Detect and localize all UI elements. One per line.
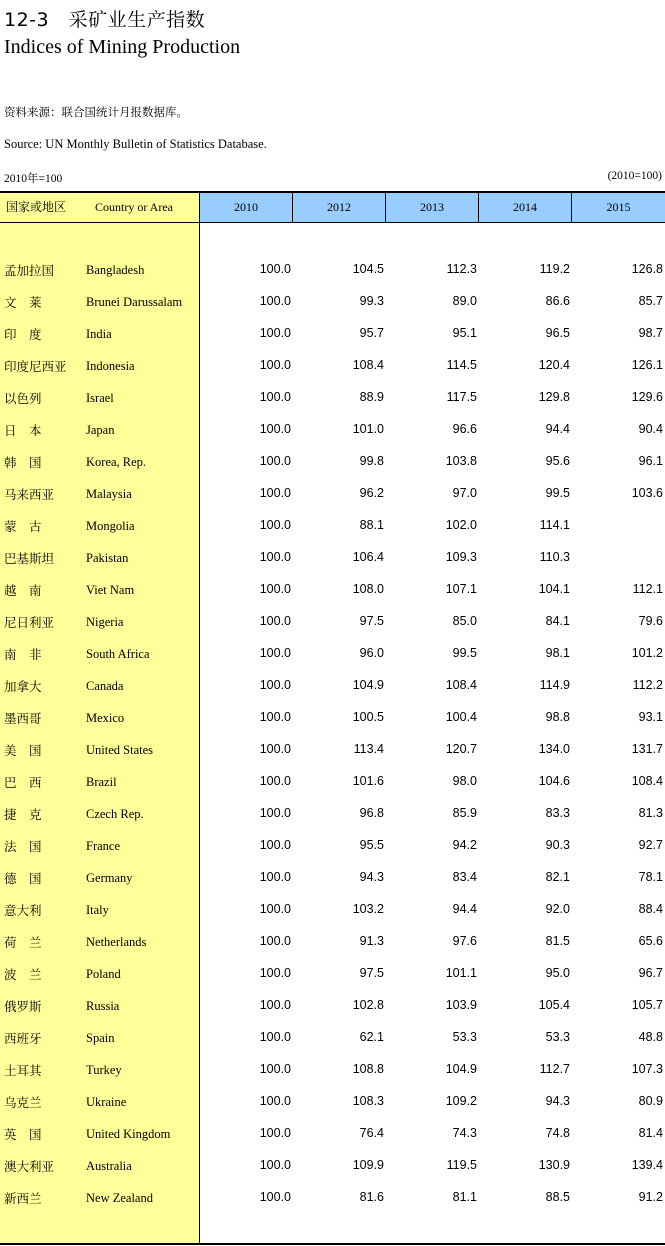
index-value-cell: 100.0 <box>259 966 291 980</box>
source-note-english: Source: UN Monthly Bulletin of Statistics Database. <box>4 137 267 151</box>
country-name-english: Indonesia <box>86 359 135 373</box>
index-value-cell: 102.0 <box>445 518 477 532</box>
index-value-cell: 98.0 <box>452 774 477 788</box>
header-country-english: Country or Area <box>95 200 173 214</box>
table-row <box>0 576 665 608</box>
country-name-chinese: 加拿大 <box>4 679 42 694</box>
index-value-cell: 91.3 <box>359 934 384 948</box>
country-name-english: Spain <box>86 1031 115 1045</box>
index-value-cell: 100.0 <box>259 1158 291 1172</box>
index-value-cell: 104.5 <box>352 262 384 276</box>
table-row <box>0 1024 665 1056</box>
index-value-cell: 105.4 <box>538 998 570 1012</box>
index-value-cell: 108.4 <box>352 358 384 372</box>
index-value-cell: 79.6 <box>638 614 663 628</box>
country-name-english: Nigeria <box>86 615 124 629</box>
index-value-cell: 100.0 <box>259 1126 291 1140</box>
index-value-cell: 104.6 <box>538 774 570 788</box>
index-value-cell: 83.3 <box>545 806 570 820</box>
header-year: 2010 <box>234 200 258 214</box>
country-name-english: Canada <box>86 679 124 693</box>
country-name-english: Germany <box>86 871 133 885</box>
table-row <box>0 512 665 544</box>
index-value-cell: 126.1 <box>631 358 663 372</box>
index-value-cell: 101.6 <box>352 774 384 788</box>
country-name-chinese: 印 度 <box>4 327 42 342</box>
index-value-cell: 112.7 <box>539 1062 570 1076</box>
country-name-chinese: 孟加拉国 <box>4 263 55 278</box>
index-value-cell: 74.8 <box>545 1126 570 1140</box>
country-name-chinese: 印度尼西亚 <box>4 359 67 374</box>
index-value-cell: 90.3 <box>545 838 570 852</box>
country-name-chinese: 马来西亚 <box>4 487 55 502</box>
index-value-cell: 106.4 <box>352 550 384 564</box>
index-value-cell: 96.8 <box>359 806 384 820</box>
index-value-cell: 100.0 <box>259 294 291 308</box>
index-value-cell: 109.9 <box>352 1158 384 1172</box>
index-value-cell: 102.8 <box>352 998 384 1012</box>
index-value-cell: 97.5 <box>359 966 384 980</box>
country-name-english: Poland <box>86 967 121 981</box>
table-row <box>0 384 665 416</box>
index-value-cell: 84.1 <box>545 614 570 628</box>
table-row <box>0 544 665 576</box>
index-value-cell: 94.4 <box>452 902 477 916</box>
country-name-english: Czech Rep. <box>86 807 144 821</box>
index-value-cell: 85.0 <box>452 614 477 628</box>
country-name-chinese: 新西兰 <box>4 1191 42 1206</box>
index-value-cell: 74.3 <box>452 1126 477 1140</box>
index-value-cell: 100.0 <box>259 1062 291 1076</box>
index-value-cell: 94.3 <box>359 870 384 884</box>
index-value-cell: 103.2 <box>352 902 384 916</box>
index-value-cell: 88.9 <box>359 390 384 404</box>
index-value-cell: 109.2 <box>445 1094 477 1108</box>
index-value-cell: 53.3 <box>452 1030 477 1044</box>
country-name-english: Viet Nam <box>86 583 135 597</box>
table-row <box>0 768 665 800</box>
index-value-cell: 108.4 <box>445 678 477 692</box>
table-row <box>0 640 665 672</box>
country-name-chinese: 美 国 <box>4 743 42 758</box>
index-value-cell: 48.8 <box>638 1030 663 1044</box>
base-year-note-english: (2010=100) <box>607 170 662 182</box>
index-value-cell: 100.0 <box>259 742 291 756</box>
index-value-cell: 99.8 <box>359 454 384 468</box>
country-name-english: Netherlands <box>86 935 147 949</box>
index-value-cell: 108.8 <box>352 1062 384 1076</box>
table-row <box>0 256 665 288</box>
table-row <box>0 992 665 1024</box>
index-value-cell: 100.4 <box>445 710 477 724</box>
table-row <box>0 704 665 736</box>
index-value-cell: 93.1 <box>638 710 663 724</box>
country-name-english: India <box>86 327 112 341</box>
index-value-cell: 91.2 <box>638 1190 663 1204</box>
index-value-cell: 99.5 <box>545 486 570 500</box>
country-name-english: United Kingdom <box>86 1127 171 1141</box>
country-name-english: United States <box>86 743 154 757</box>
index-value-cell: 94.3 <box>545 1094 570 1108</box>
page-title-english: Indices of Mining Production <box>4 36 241 58</box>
country-name-english: Malaysia <box>86 487 132 501</box>
index-value-cell: 95.6 <box>545 454 570 468</box>
table-row <box>0 288 665 320</box>
country-name-english: New Zealand <box>86 1191 153 1205</box>
index-value-cell: 100.0 <box>259 518 291 532</box>
country-name-chinese: 波 兰 <box>4 967 42 982</box>
country-name-chinese: 意大利 <box>4 903 42 918</box>
index-value-cell: 100.0 <box>259 422 291 436</box>
country-name-chinese: 西班牙 <box>4 1031 42 1046</box>
country-name-chinese: 南 非 <box>4 647 42 662</box>
index-value-cell: 100.0 <box>259 838 291 852</box>
index-value-cell: 101.0 <box>352 422 384 436</box>
page-title-chinese: 12-3 采矿业生产指数 <box>4 9 206 31</box>
index-value-cell: 100.0 <box>259 486 291 500</box>
index-value-cell: 114.5 <box>446 358 477 372</box>
index-value-cell: 100.0 <box>259 454 291 468</box>
country-name-english: Brunei Darussalam <box>86 295 183 309</box>
index-value-cell: 53.3 <box>545 1030 570 1044</box>
index-value-cell: 100.0 <box>259 614 291 628</box>
header-country-chinese: 国家或地区 <box>6 200 67 214</box>
index-value-cell: 107.1 <box>445 582 477 596</box>
index-value-cell: 100.5 <box>352 710 384 724</box>
index-value-cell: 86.6 <box>545 294 570 308</box>
index-value-cell: 99.5 <box>452 646 477 660</box>
index-value-cell: 112.1 <box>632 582 663 596</box>
index-value-cell: 114.1 <box>539 518 570 532</box>
country-name-chinese: 土耳其 <box>4 1063 42 1078</box>
index-value-cell: 88.1 <box>359 518 384 532</box>
index-value-cell: 103.8 <box>445 454 477 468</box>
index-value-cell: 85.9 <box>452 806 477 820</box>
index-value-cell: 95.1 <box>452 326 477 340</box>
index-value-cell: 126.8 <box>631 262 663 276</box>
index-value-cell: 96.5 <box>545 326 570 340</box>
index-value-cell: 98.1 <box>545 646 570 660</box>
index-value-cell: 97.0 <box>452 486 477 500</box>
index-value-cell: 104.9 <box>352 678 384 692</box>
table-row <box>0 416 665 448</box>
index-value-cell: 96.0 <box>359 646 384 660</box>
index-value-cell: 108.4 <box>631 774 663 788</box>
country-name-chinese: 德 国 <box>4 871 42 886</box>
table-row <box>0 1120 665 1152</box>
country-name-chinese: 捷 克 <box>4 807 42 822</box>
country-name-english: Brazil <box>86 775 117 789</box>
index-value-cell: 95.0 <box>545 966 570 980</box>
table-row <box>0 928 665 960</box>
table-body <box>0 256 665 1216</box>
index-value-cell: 81.3 <box>638 806 663 820</box>
country-name-chinese: 乌克兰 <box>4 1095 42 1110</box>
index-value-cell: 100.0 <box>259 326 291 340</box>
table-row <box>0 608 665 640</box>
country-name-chinese: 英 国 <box>4 1127 42 1142</box>
index-value-cell: 88.5 <box>545 1190 570 1204</box>
country-name-chinese: 以色列 <box>4 391 42 406</box>
country-name-chinese: 俄罗斯 <box>4 999 42 1014</box>
index-value-cell: 81.5 <box>545 934 570 948</box>
index-value-cell: 104.1 <box>538 582 570 596</box>
index-value-cell: 92.0 <box>545 902 570 916</box>
index-value-cell: 117.5 <box>446 390 477 404</box>
table-row <box>0 1056 665 1088</box>
index-value-cell: 100.0 <box>259 646 291 660</box>
table-row <box>0 832 665 864</box>
index-value-cell: 104.9 <box>445 1062 477 1076</box>
index-value-cell: 107.3 <box>631 1062 663 1076</box>
index-value-cell: 100.0 <box>259 710 291 724</box>
index-value-cell: 110.3 <box>539 550 570 564</box>
country-name-chinese: 日 本 <box>4 423 42 438</box>
index-value-cell: 120.7 <box>445 742 477 756</box>
index-value-cell: 85.7 <box>638 294 663 308</box>
index-value-cell: 95.7 <box>359 326 384 340</box>
table-header-rule <box>0 222 665 223</box>
index-value-cell: 100.0 <box>259 998 291 1012</box>
country-name-chinese: 蒙 古 <box>4 519 42 534</box>
index-value-cell: 108.0 <box>352 582 384 596</box>
index-value-cell: 119.5 <box>446 1158 477 1172</box>
index-value-cell: 82.1 <box>545 870 570 884</box>
index-value-cell: 120.4 <box>538 358 570 372</box>
mining-index-table <box>0 191 665 1245</box>
index-value-cell: 129.6 <box>631 390 663 404</box>
index-value-cell: 100.0 <box>259 1030 291 1044</box>
header-year: 2013 <box>420 200 444 214</box>
index-value-cell: 100.0 <box>259 582 291 596</box>
index-value-cell: 112.3 <box>446 262 477 276</box>
table-row <box>0 960 665 992</box>
index-value-cell: 83.4 <box>452 870 477 884</box>
index-value-cell: 81.1 <box>452 1190 477 1204</box>
country-name-english: Israel <box>86 391 114 405</box>
index-value-cell: 94.4 <box>545 422 570 436</box>
index-value-cell: 94.2 <box>452 838 477 852</box>
table-bottom-rule <box>0 1243 665 1245</box>
country-name-chinese: 韩 国 <box>4 455 42 470</box>
country-name-english: Pakistan <box>86 551 129 565</box>
index-value-cell: 90.4 <box>638 422 663 436</box>
index-value-cell: 76.4 <box>359 1126 384 1140</box>
country-name-chinese: 墨西哥 <box>4 711 42 726</box>
index-value-cell: 100.0 <box>259 550 291 564</box>
index-value-cell: 81.4 <box>638 1126 663 1140</box>
table-row <box>0 864 665 896</box>
table-row <box>0 480 665 512</box>
index-value-cell: 100.0 <box>259 262 291 276</box>
country-name-english: Mexico <box>86 711 125 725</box>
index-value-cell: 105.7 <box>631 998 663 1012</box>
index-value-cell: 95.5 <box>359 838 384 852</box>
country-name-english: Bangladesh <box>86 263 145 277</box>
source-note-chinese: 资料来源：联合国统计月报数据库。 <box>4 105 188 119</box>
index-value-cell: 98.8 <box>545 710 570 724</box>
index-value-cell: 130.9 <box>538 1158 570 1172</box>
country-name-english: Turkey <box>86 1063 122 1077</box>
table-row <box>0 1088 665 1120</box>
index-value-cell: 100.0 <box>259 390 291 404</box>
table-row <box>0 800 665 832</box>
index-value-cell: 88.4 <box>638 902 663 916</box>
country-name-chinese: 尼日利亚 <box>4 615 55 630</box>
index-value-cell: 134.0 <box>538 742 570 756</box>
index-value-cell: 101.1 <box>445 966 477 980</box>
country-name-chinese: 荷 兰 <box>4 935 42 950</box>
country-name-english: South Africa <box>86 647 150 661</box>
index-value-cell: 100.0 <box>259 902 291 916</box>
table-row <box>0 448 665 480</box>
index-value-cell: 103.6 <box>631 486 663 500</box>
country-name-chinese: 澳大利亚 <box>4 1159 55 1174</box>
country-name-english: Russia <box>86 999 120 1013</box>
country-name-chinese: 巴 西 <box>4 775 42 790</box>
header-year: 2012 <box>327 200 351 214</box>
country-name-english: Mongolia <box>86 519 135 533</box>
table-row <box>0 320 665 352</box>
index-value-cell: 139.4 <box>631 1158 663 1172</box>
country-name-english: Australia <box>86 1159 132 1173</box>
index-value-cell: 65.6 <box>638 934 663 948</box>
table-row <box>0 352 665 384</box>
country-name-chinese: 法 国 <box>4 839 42 854</box>
index-value-cell: 109.3 <box>445 550 477 564</box>
index-value-cell: 100.0 <box>259 678 291 692</box>
country-name-english: Ukraine <box>86 1095 127 1109</box>
index-value-cell: 81.6 <box>359 1190 384 1204</box>
index-value-cell: 98.7 <box>638 326 663 340</box>
table-row <box>0 1152 665 1184</box>
header-year: 2015 <box>606 200 631 214</box>
index-value-cell: 97.6 <box>452 934 477 948</box>
index-value-cell: 99.3 <box>359 294 384 308</box>
index-value-cell: 114.9 <box>539 678 570 692</box>
index-value-cell: 100.0 <box>259 934 291 948</box>
index-value-cell: 62.1 <box>359 1030 384 1044</box>
country-name-chinese: 巴基斯坦 <box>4 551 55 566</box>
country-name-english: Japan <box>86 423 115 437</box>
index-value-cell: 89.0 <box>452 294 477 308</box>
index-value-cell: 100.0 <box>259 806 291 820</box>
index-value-cell: 131.7 <box>631 742 663 756</box>
country-name-chinese: 越 南 <box>4 583 42 598</box>
index-value-cell: 101.2 <box>631 646 663 660</box>
country-name-chinese: 文 莱 <box>4 295 42 310</box>
index-value-cell: 96.2 <box>359 486 384 500</box>
index-value-cell: 119.2 <box>539 262 570 276</box>
index-value-cell: 96.1 <box>638 454 663 468</box>
index-value-cell: 129.8 <box>538 390 570 404</box>
index-value-cell: 100.0 <box>259 774 291 788</box>
country-name-english: Italy <box>86 903 109 917</box>
index-value-cell: 108.3 <box>352 1094 384 1108</box>
index-value-cell: 96.7 <box>638 966 663 980</box>
index-value-cell: 103.9 <box>445 998 477 1012</box>
index-value-cell: 112.2 <box>632 678 663 692</box>
index-value-cell: 92.7 <box>638 838 663 852</box>
index-value-cell: 100.0 <box>259 358 291 372</box>
index-value-cell: 100.0 <box>259 870 291 884</box>
table-row <box>0 1184 665 1216</box>
base-year-note-chinese: 2010年=100 <box>4 173 63 185</box>
country-name-english: France <box>86 839 121 853</box>
index-value-cell: 96.6 <box>452 422 477 436</box>
index-value-cell: 100.0 <box>259 1190 291 1204</box>
country-name-english: Korea, Rep. <box>86 455 147 469</box>
index-value-cell: 97.5 <box>359 614 384 628</box>
index-value-cell: 80.9 <box>638 1094 663 1108</box>
header-year: 2014 <box>513 200 537 214</box>
index-value-cell: 78.1 <box>638 870 663 884</box>
index-value-cell: 100.0 <box>259 1094 291 1108</box>
table-row <box>0 736 665 768</box>
table-row <box>0 672 665 704</box>
index-value-cell: 113.4 <box>353 742 384 756</box>
table-row <box>0 896 665 928</box>
